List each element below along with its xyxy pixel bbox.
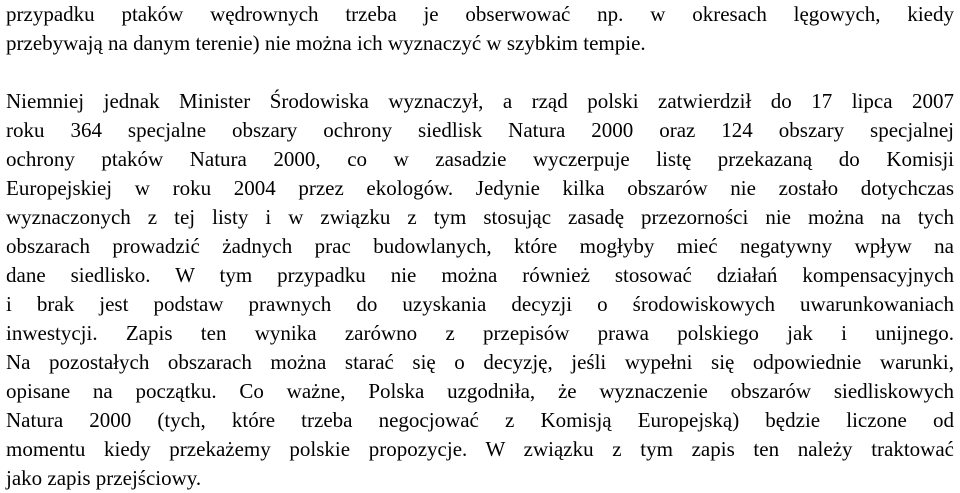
- text-line: inwestycji. Zapis ten wynika zarówno z przepisów prawa polskiego jak i unijnego.: [6, 321, 954, 345]
- text-line: przebywają na danym terenie) nie można ich wyznaczyć w szybkim tempie.: [6, 31, 646, 55]
- text-line: Europejskiej w roku 2004 przez ekologów. Jedynie kilka obszarów nie zostało dotychczas: [6, 176, 954, 200]
- text-line: wyznaczonych z tej listy i w związku z tym stosując zasadę przezorności nie można na tych: [6, 205, 954, 229]
- text-line: Na pozostałych obszarach można starać się o decyzję, jeśli wypełni się odpowiednie warunki,: [6, 350, 954, 374]
- text-line: dane siedlisko. W tym przypadku nie można również stosować działań kompensacyjnych: [6, 263, 954, 287]
- text-line: obszarach prowadzić żadnych prac budowlanych, które mogłyby mieć negatywny wpływ na: [6, 234, 954, 258]
- document-page: [6, 0, 954, 493]
- paragraph-2: [6, 87, 954, 493]
- text-line: jako zapis przejściowy.: [6, 466, 202, 490]
- text-line: ochrony ptaków Natura 2000, co w zasadzie wyczerpuje listę przekazaną do Komisji: [6, 147, 954, 171]
- text-line: i brak jest podstaw prawnych do uzyskania decyzji o środowiskowych uwarunkowaniach: [6, 292, 954, 316]
- text-line: Niemniej jednak Minister Środowiska wyznaczył, a rząd polski zatwierdził do 17 lipca 2007: [6, 89, 954, 113]
- text-line: Natura 2000 (tych, które trzeba negocjować z Komisją Europejską) będzie liczone od: [6, 408, 954, 432]
- text-line: momentu kiedy przekażemy polskie propozycje. W związku z tym zapis ten należy traktować: [6, 437, 954, 461]
- text-line: opisane na początku. Co ważne, Polska uzgodniła, że wyznaczenie obszarów siedliskowych: [6, 379, 954, 403]
- text-line: roku 364 specjalne obszary ochrony siedlisk Natura 2000 oraz 124 obszary specjalnej: [6, 118, 954, 142]
- text-line: przypadku ptaków wędrownych trzeba je obserwować np. w okresach lęgowych, kiedy: [6, 2, 954, 26]
- paragraph-1: [6, 0, 954, 58]
